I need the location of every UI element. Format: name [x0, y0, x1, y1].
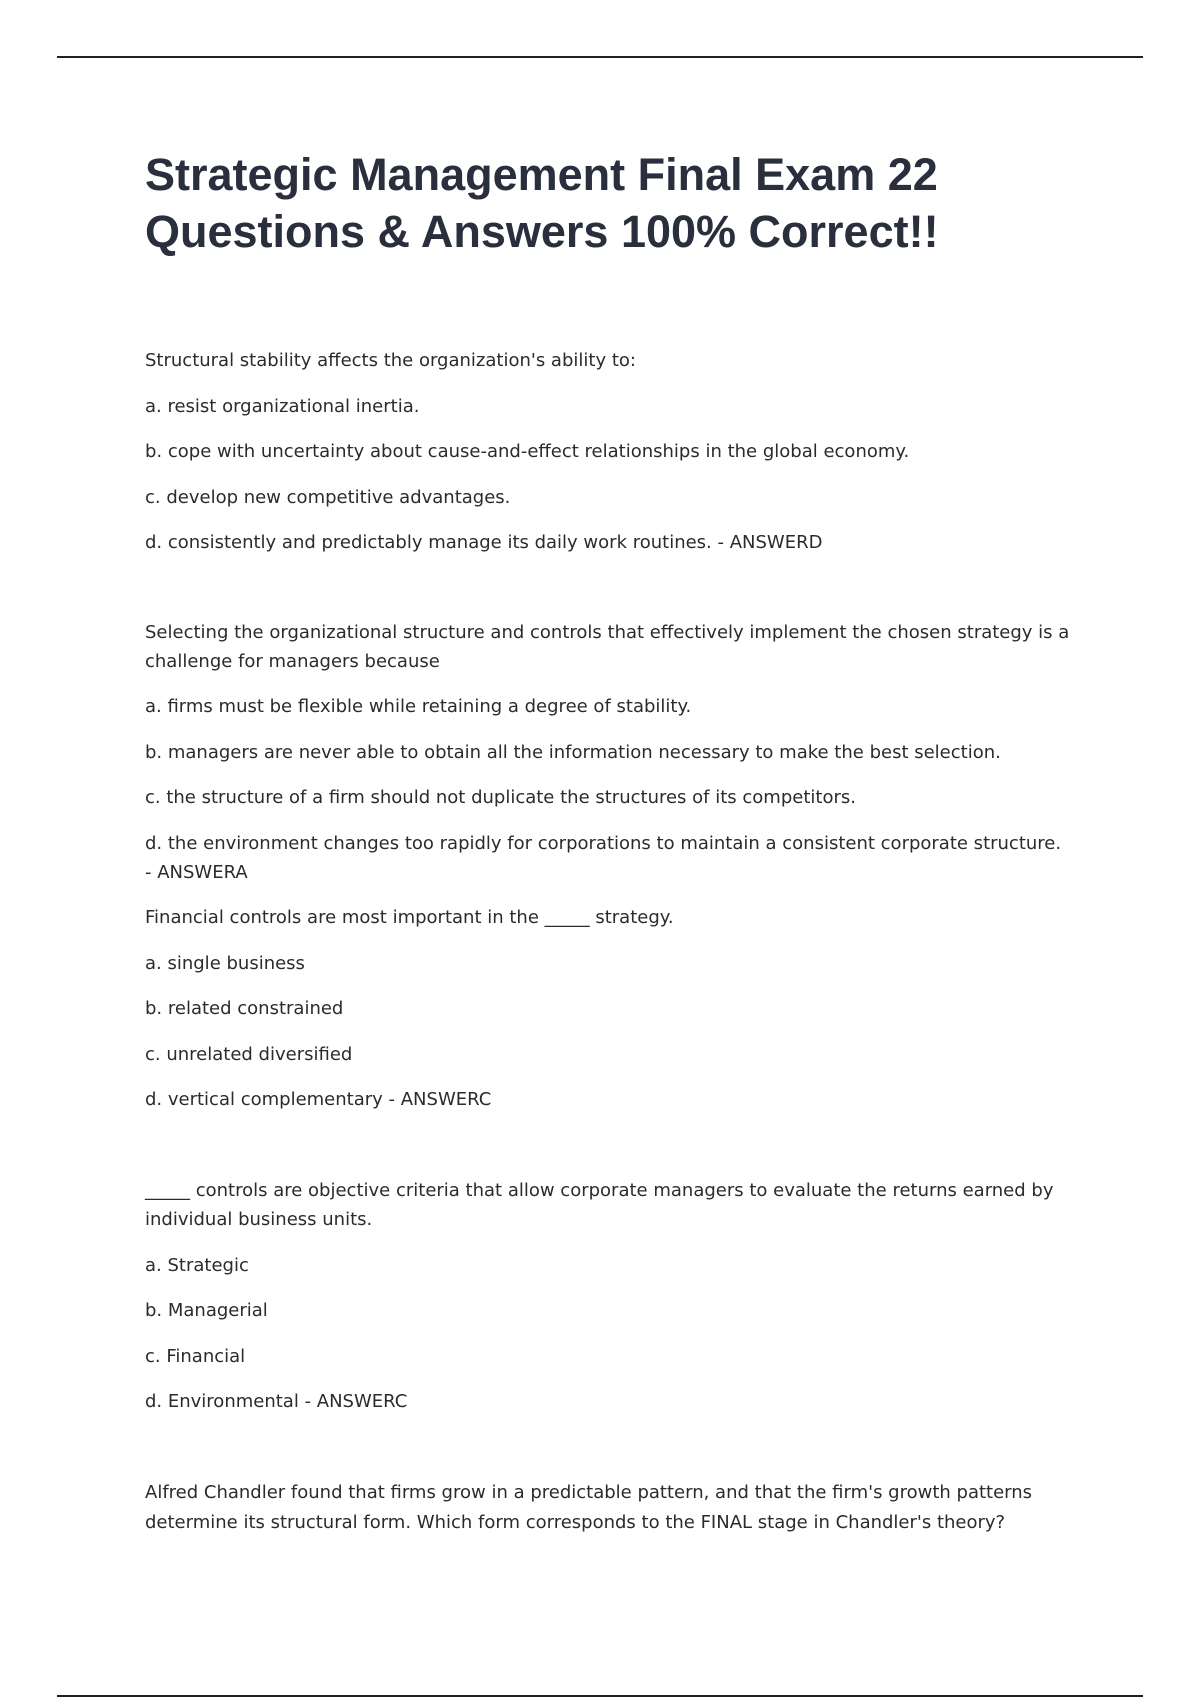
bottom-rule — [57, 1695, 1143, 1697]
question-2-prompt-line-2: challenge for managers because — [145, 651, 440, 672]
question-5-prompt-line-2: determine its structural form. Which form corresponds to the FINAL stage in Chandler's theory? — [145, 1512, 1006, 1533]
question-2-option-a: a. firms must be flexible while retaining a degree of stability. — [145, 696, 692, 717]
top-rule — [57, 56, 1143, 58]
title-line-1: Strategic Management Final Exam 22 — [145, 149, 938, 200]
question-2-option-c: c. the structure of a firm should not duplicate the structures of its competitors. — [145, 787, 856, 808]
question-1-option-b: b. cope with uncertainty about cause-and-effect relationships in the global economy. — [145, 441, 910, 462]
question-4-option-b: b. Managerial — [145, 1300, 268, 1321]
question-1-option-a: a. resist organizational inertia. — [145, 396, 420, 417]
title-line-2: Questions & Answers 100% Correct!! — [145, 206, 939, 257]
question-1-prompt: Structural stability affects the organization's ability to: — [145, 350, 636, 371]
question-1-option-c: c. develop new competitive advantages. — [145, 487, 511, 508]
question-2-prompt-line-1: Selecting the organizational structure and controls that effectively implement the chosen strategy is a — [145, 622, 1070, 643]
question-5-prompt-line-1: Alfred Chandler found that firms grow in a predictable pattern, and that the firm's growth patterns — [145, 1482, 1033, 1503]
question-4-prompt-line-2: individual business units. — [145, 1209, 373, 1230]
question-3-prompt: Financial controls are most important in the _____ strategy. — [145, 907, 674, 928]
question-3-option-b: b. related constrained — [145, 998, 344, 1019]
question-4-prompt-line-1: _____ controls are objective criteria that allow corporate managers to evaluate the returns earned by — [145, 1180, 1054, 1201]
question-2-answer: - ANSWERA — [145, 862, 248, 883]
document-title — [145, 146, 1105, 260]
question-4-option-c: c. Financial — [145, 1346, 246, 1367]
question-1-option-d: d. consistently and predictably manage its daily work routines. - ANSWERD — [145, 532, 823, 553]
question-3-option-d: d. vertical complementary - ANSWERC — [145, 1089, 492, 1110]
question-4-option-d: d. Environmental - ANSWERC — [145, 1391, 408, 1412]
question-4-option-a: a. Strategic — [145, 1255, 249, 1276]
question-2-option-b: b. managers are never able to obtain all the information necessary to make the best selection. — [145, 742, 1001, 763]
question-3-option-c: c. unrelated diversified — [145, 1044, 353, 1065]
question-2-option-d: d. the environment changes too rapidly for corporations to maintain a consistent corporate structure. — [145, 833, 1062, 854]
question-3-option-a: a. single business — [145, 953, 305, 974]
